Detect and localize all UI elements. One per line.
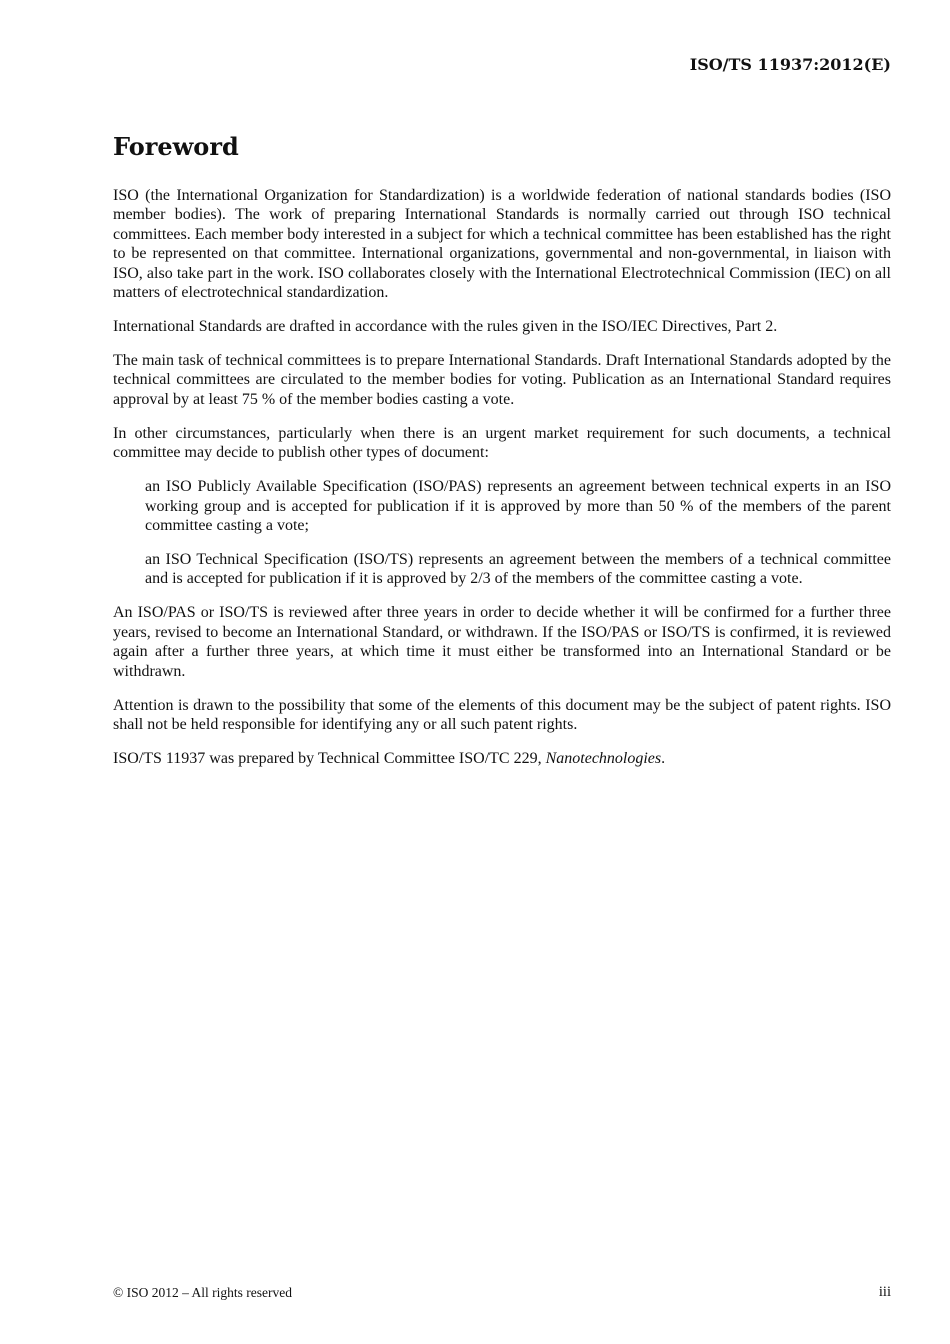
list-item-iso-ts: an ISO Technical Specification (ISO/TS) represents an agreement between the members of a technical committee and is accepted for publication if it is approved by 2/3 of the members of the committee casting a vote. [145,551,891,588]
page-number: iii [878,1284,891,1300]
paragraph-review: An ISO/PAS or ISO/TS is reviewed after three years in order to decide whether it will be confirmed for a further three years, revised to become an International Standard, or withdrawn. If the ISO/PAS or ISO/TS is confirmed, it is reviewed again after a further three years, at which time it must either be transformed into an International Standard or be withdrawn. [113,604,891,680]
paragraph-prepared-by [113,749,891,768]
prepared-by-suffix: . [661,750,666,768]
paragraph-other-circumstances: In other circumstances, particularly when there is an urgent market requirement for such documents, a technical committee may decide to publish other types of document: [113,424,891,462]
document-identifier: ISO/TS 11937:2012(E) [689,55,891,74]
committee-name: Nanotechnologies [545,750,662,768]
paragraph-iso-description: ISO (the International Organization for Standardization) is a worldwide federation of national standards bodies (ISO member bodies). The work of preparing International Standards is normally carried out through ISO technical committees. Each member body interested in a subject for which a technical committee has been established has the right to be represented on that committee. International organizations, governmental and non-governmental, in liaison with ISO, also take part in the work. ISO collaborates closely with the International Electrotechnical Commission (IEC) on all matters of electrotechnical standardization. [113,187,891,302]
prepared-by-text: ISO/TS 11937 was prepared by Technical Committee ISO/TC 229, [113,750,546,768]
copyright-notice: © ISO 2012 – All rights reserved [113,1285,292,1300]
paragraph-patent-rights: Attention is drawn to the possibility that some of the elements of this document may be the subject of patent rights. ISO shall not be held responsible for identifying any or all such patent rights. [113,696,891,734]
list-item-iso-pas: an ISO Publicly Available Specification (ISO/PAS) represents an agreement between technical experts in an ISO working group and is accepted for publication if it is approved by more than 50 % of the members of the parent committee casting a vote; [145,478,891,535]
paragraph-committee-task: The main task of technical committees is to prepare International Standards. Draft International Standards adopted by the technical committees are circulated to the member bodies for voting. Publication as an International Standard requires approval by at least 75 % of the member bodies casting a vote. [113,352,891,408]
section-title: Foreword [113,132,239,161]
foreword-body [113,186,891,783]
paragraph-directives: International Standards are drafted in accordance with the rules given in the ISO/IEC Directives, Part 2. [113,318,778,336]
